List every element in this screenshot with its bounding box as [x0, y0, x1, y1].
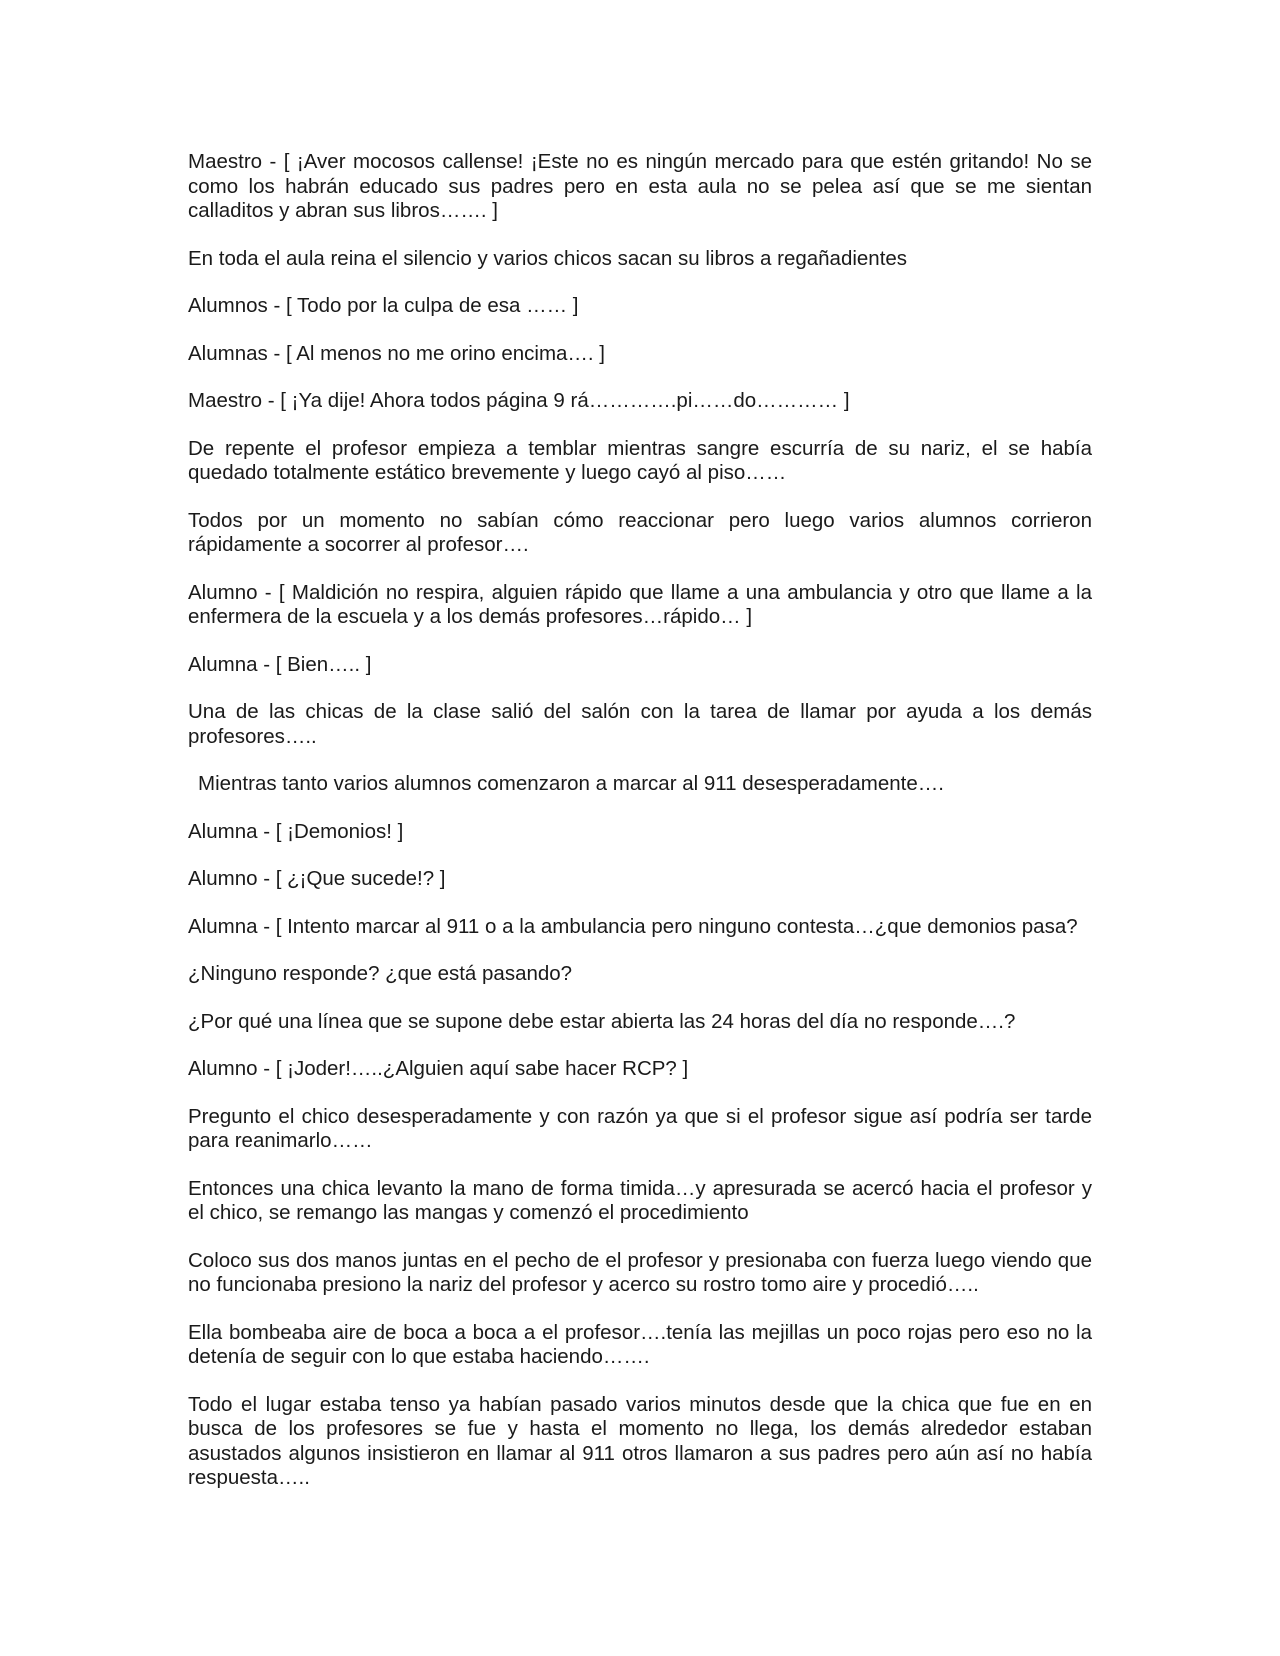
paragraph-alumno-que-sucede: Alumno - [ ¿¡Que sucede!? ]: [188, 867, 446, 890]
paragraph-tense-room: Todo el lugar estaba tenso ya habían pasado varios minutos desde que la chica que fue en en busca de los profesores se fue y hasta el momento no llega, los demás alrededor estaban asustados algunos insistieron en llamar al 911 otros llamaron a sus padres pero aún así no había respuesta…..: [188, 1392, 1092, 1489]
paragraph-alumnas-line: Alumnas - [ Al menos no me orino encima…. ]: [188, 341, 606, 365]
paragraph-dialing-911: Mientras tanto varios alumnos comenzaron a marcar al 911 desesperadamente….: [198, 772, 944, 795]
paragraph-alumno-rcp: Alumno - [ ¡Joder!…..¿Alguien aquí sabe hacer RCP? ]: [188, 1057, 689, 1080]
paragraph-teacher-page-nine: Maestro - [ ¡Ya dije! Ahora todos página 9 rá………….pi……do………… ]: [188, 389, 850, 412]
paragraph-alumno-call-help: Alumno - [ Maldición no respira, alguien rápido que llame a una ambulancia y otro que llame a la enfermera de la escuela y a los demás profesores…rápido… ]: [188, 580, 1092, 628]
paragraph-nobody-responds: ¿Ninguno responde? ¿que está pasando?: [188, 962, 573, 985]
paragraph-teacher-collapse: De repente el profesor empieza a temblar mientras sangre escurría de su nariz, el se había quedado totalmente estático brevemente y luego cayó al piso……: [188, 436, 1092, 484]
paragraph-boy-desperate: Pregunto el chico desesperadamente y con razón ya que si el profesor sigue así podría ser tarde para reanimarlo……: [188, 1104, 1092, 1152]
paragraph-girl-volunteers: Entonces una chica levanto la mano de forma timida…y apresurada se acercó hacia el profesor y el chico, se remango las mangas y comenzó el procedimiento: [188, 1176, 1092, 1224]
paragraph-girl-leaves: Una de las chicas de la clase salió del salón con la tarea de llamar por ayuda a los demás profesores…..: [188, 700, 1092, 748]
paragraph-alumnos-line: Alumnos - [ Todo por la culpa de esa …… ]: [188, 294, 579, 317]
paragraph-teacher-scolding: Maestro - [ ¡Aver mocosos callense! ¡Este no es ningún mercado para que estén gritando! No se como los habrán educado sus padres pero en esta aula no se pelea así que se me sientan calladitos y abran sus libros……. ]: [188, 150, 1092, 222]
paragraph-mouth-to-mouth: Ella bombeaba aire de boca a boca a el profesor….tenía las mejillas un poco rojas pero eso no la detenía de seguir con lo que estaba haciendo…….: [188, 1320, 1092, 1368]
document-page: [188, 150, 1092, 1514]
paragraph-alumna-no-answer: Alumna - [ Intento marcar al 911 o a la ambulancia pero ninguno contesta…¿que demonios pasa?: [188, 914, 1078, 938]
paragraph-classroom-silence: En toda el aula reina el silencio y varios chicos sacan su libros a regañadientes: [188, 246, 908, 270]
paragraph-line-24-hours: ¿Por qué una línea que se supone debe estar abierta las 24 horas del día no responde….?: [188, 1009, 1016, 1033]
paragraph-cpr-procedure: Coloco sus dos manos juntas en el pecho de el profesor y presionaba con fuerza luego viendo que no funcionaba presiono la nariz del profesor y acerco su rostro tomo aire y procedió…..: [188, 1248, 1092, 1296]
paragraph-alumna-demonios: Alumna - [ ¡Demonios! ]: [188, 819, 404, 843]
paragraph-students-react: Todos por un momento no sabían cómo reaccionar pero luego varios alumnos corrieron rápidamente a socorrer al profesor….: [188, 508, 1092, 556]
paragraph-alumna-bien: Alumna - [ Bien….. ]: [188, 652, 372, 676]
